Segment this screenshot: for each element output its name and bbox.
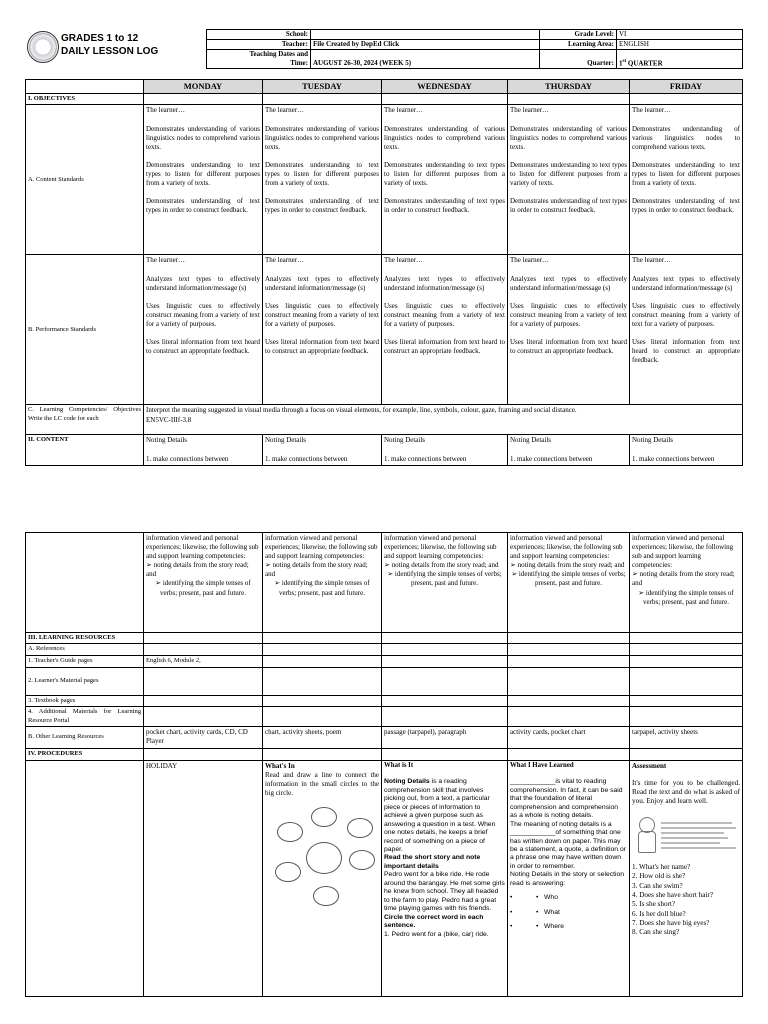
- other-resources-thursday: activity cards, pocket chart: [508, 727, 630, 749]
- bullet-icon: •: [536, 894, 539, 902]
- big-circle: [306, 842, 342, 874]
- section-learning-resources: III. LEARNING RESOURCES: [26, 633, 144, 644]
- content-topic-wednesday: Noting Details 1. make connections between: [382, 435, 508, 465]
- content-continued-tuesday: information viewed and personal experiences; likewise, the following sub and support learning competencies: ➢ noting details from the story read; and ➢ identifying the simple tenses of verbs; present, past and future.: [263, 533, 382, 633]
- other-resources-monday: pocket chart, activity cards, CD, CD Player: [144, 727, 263, 749]
- procedure-wednesday: What is It Noting Details is a reading comprehension skill that involves picking out, from a text, a particular piece or pieces of information to achieve a given purpose such as answering a question in a test. When one notes details, he keeps a brief record of something on a piece of paper. Read the short story and note important details Pedro went for a bike ride. He rode around the barangay. He met some girls he knew from school. They all headed to the farm to play. Pedro had a great time playing games with his friends. Circle the correct word in each sentence. 1. Pedro went for a (bike, car) ride.: [382, 760, 508, 996]
- header-title: GRADES 1 to 12 DAILY LESSON LOG: [61, 33, 159, 57]
- dates-label: Teaching Dates and Time:: [207, 50, 311, 69]
- bullet-icon: •: [510, 908, 513, 916]
- small-circle-right: [349, 850, 375, 870]
- day-header-friday: FRIDAY: [630, 80, 743, 94]
- small-circle-top-left: [277, 822, 303, 842]
- header-meta-table: [206, 29, 743, 69]
- performance-standards-friday: The learner… Analyzes text types to effectively understand information/message (s) Uses linguistic cues to effectively construct meaning from a variety of text for a variety of purposes. Uses literal information from text heard to construct an appropriate feedback.: [630, 255, 743, 405]
- performance-standards-thursday: The learner… Analyzes text types to effectively understand information/message (s) Uses linguistic cues to effectively construct meaning from a variety of text for a variety of purposes. Uses literal information from text heard to construct an appropriate feedback.: [508, 255, 630, 405]
- school-label: School:: [207, 30, 311, 40]
- teachers-guide-monday: English 6, Module 2,: [144, 655, 263, 667]
- small-circle-left: [275, 862, 301, 882]
- performance-standards-monday: The learner… Analyzes text types to effectively understand information/message (s) Uses linguistic cues to effectively construct meaning from a variety of text for a variety of purposes. Uses literal information from text heard to construct an appropriate feedback.: [144, 255, 263, 405]
- content-continued-thursday: information viewed and personal experiences; likewise, the following sub and support learning competencies: ➢ noting details from the story read; and ➢ identifying the simple tenses of verbs; present, past and future.: [508, 533, 630, 633]
- textbook-label: 3. Textbook pages: [26, 695, 144, 706]
- day-header-thursday: THURSDAY: [508, 80, 630, 94]
- lesson-table-page-1: [25, 79, 743, 466]
- learning-competencies-label: C. Learning Competencies/ Objectives Write the LC code for each: [26, 405, 144, 435]
- quarter-label: Quarter:: [540, 50, 617, 69]
- performance-standards-wednesday: The learner… Analyzes text types to effectively understand information/message (s) Uses linguistic cues to effectively construct meaning from a variety of text for a variety of purposes. Uses literal information from text heard to construct an appropriate feedback.: [382, 255, 508, 405]
- bullet-icon: •: [536, 908, 539, 916]
- section-content: II. CONTENT: [26, 435, 144, 465]
- teachers-guide-label: 1. Teacher's Guide pages: [26, 655, 144, 667]
- content-continued-monday: information viewed and personal experiences; likewise, the following sub and support learning competencies: ➢ noting details from the story read; and ➢ identifying the simple tenses of verbs; present, past and future.: [144, 533, 263, 633]
- content-standards-tuesday: The learner… Demonstrates understanding of various linguistics nodes to comprehend various texts. Demonstrates understanding to text types to listen for different purposes from a variety of texts. Demonstrates understanding of text types in order to construct feedback.: [263, 105, 382, 255]
- content-standards-friday: The learner… Demonstrates understanding of various linguistics nodes to comprehend various texts. Demonstrates understanding to text types to listen for different purposes from a variety of texts. Demonstrates understanding of text types in order to construct feedback.: [630, 105, 743, 255]
- content-standards-thursday: The learner… Demonstrates understanding of various linguistics nodes to comprehend various texts. Demonstrates understanding to text types to listen for different purposes from a variety of texts. Demonstrates understanding of text types in order to construct feedback.: [508, 105, 630, 255]
- grade-label: Grade Level:: [540, 30, 617, 40]
- content-continued-friday: information viewed and personal experiences; likewise, the following sub and support learning competencies: ➢ noting details from the story read; and ➢ identifying the simple tenses of verbs; present, past and future.: [630, 533, 743, 633]
- whats-in-text: Read and draw a line to connect the information in the small circles to the big circle.: [265, 770, 379, 797]
- small-circle-top-right: [347, 818, 373, 838]
- bullet-icon: •: [510, 923, 513, 931]
- content-standards-monday: The learner… Demonstrates understanding of various linguistics nodes to comprehend various texts. Demonstrates understanding to text types to listen for different purposes from a variety of texts. Demonstrates understanding of text types in order to construct feedback.: [144, 105, 263, 255]
- section-objectives: I. OBJECTIVES: [26, 94, 144, 105]
- learners-material-label: 2. Learner's Material pages: [26, 667, 144, 695]
- assessment-question: 2. How old is she?: [632, 872, 686, 881]
- dates-value: AUGUST 26-30, 2024 (WEEK 5): [311, 50, 540, 69]
- learning-competency-cell: Interpret the meaning suggested in visual media through a focus on visual elements, for example, line, symbols, colour, gaze, framing and social distance. EN5VC-IIIf-3.8: [144, 405, 743, 435]
- deped-seal-icon: [27, 31, 59, 63]
- content-topic-monday: Noting Details 1. make connections between: [144, 435, 263, 465]
- other-resources-friday: tarpapel, activity sheets: [630, 727, 743, 749]
- lesson-log-header: [25, 29, 742, 73]
- question-word-item: • • What: [510, 908, 560, 916]
- assessment-question: 8. Can she sing?: [632, 928, 680, 937]
- other-resources-label: B. Other Learning Resources: [26, 727, 144, 749]
- day-header-wednesday: WEDNESDAY: [382, 80, 508, 94]
- assessment-question: 3. Can she swim?: [632, 881, 683, 890]
- references-label: A. References: [26, 644, 144, 655]
- performance-standards-label: B. Performance Standards: [26, 255, 144, 405]
- girl-illustration-icon: [634, 817, 658, 857]
- grade-value: VI: [617, 30, 743, 40]
- additional-materials-label: 4. Additional Materials for Learning Resource Portal: [26, 707, 144, 727]
- assessment-question: 7. Does she have big eyes?: [632, 918, 710, 927]
- small-circle-bottom: [313, 886, 339, 906]
- assessment-question: 4. Does she have short hair?: [632, 890, 714, 899]
- assessment-question: 1. What's her name?: [632, 862, 691, 871]
- procedure-thursday: What I Have Learned ____________is vital to reading comprehension. In fact, it can be said that the foundation of literal comprehension and comprehension as a whole is noting details. The meaning of noting details is a ____________of something that one has written down on paper. This may be a statement, a quote, a definition or a phrase one may have written down in order to remember. Noting Details in the story or selection read is answering: • • Who • • What • • Where: [508, 760, 630, 996]
- content-standards-label: A. Content Standards: [26, 105, 144, 255]
- procedure-tuesday: [263, 760, 382, 996]
- area-label: Learning Area:: [540, 40, 617, 50]
- content-standards-wednesday: The learner… Demonstrates understanding of various linguistics nodes to comprehend various texts. Demonstrates understanding to text types to listen for different purposes from a variety of texts. Demonstrates understanding of text types in order to construct feedback.: [382, 105, 508, 255]
- other-resources-tuesday: chart, activity sheets, poem: [263, 727, 382, 749]
- small-circle-top: [311, 807, 337, 827]
- content-continued-wednesday: information viewed and personal experiences; likewise, the following sub and support learning competencies: ➢ noting details from the story read; and ➢ identifying the simple tenses of verbs; present, past and future.: [382, 533, 508, 633]
- performance-standards-tuesday: The learner… Analyzes text types to effectively understand information/message (s) Uses linguistic cues to effectively construct meaning from a variety of text for a variety of purposes. Uses literal information from text heard to construct an appropriate feedback.: [263, 255, 382, 405]
- section-procedures: IV. PROCEDURES: [26, 749, 144, 760]
- area-value: ENGLISH: [617, 40, 743, 50]
- bullet-icon: •: [510, 894, 513, 902]
- content-topic-friday: Noting Details 1. make connections between: [630, 435, 743, 465]
- teacher-label: Teacher:: [207, 40, 311, 50]
- lesson-table-page-2: [25, 532, 743, 997]
- question-word-list: [510, 894, 627, 931]
- quarter-value: 1st QUARTER: [617, 50, 743, 69]
- concept-map-diagram: [265, 804, 379, 914]
- teacher-value: File Created by DepEd Click: [311, 40, 540, 50]
- procedure-friday: Assessment It's time for you to be challenged. Read the text and do what is asked of you. Enjoy and learn well. 1. What's her name? 2. How old is she? 3. Can she swim? 4. Does she have short hair? 5. Is she short? 6. Is her doll blue? 7. Does she have big eyes? 8. Can she sing?: [630, 760, 743, 996]
- assessment-questions: [632, 863, 740, 938]
- school-value: [311, 30, 540, 40]
- content-topic-tuesday: Noting Details 1. make connections between: [263, 435, 382, 465]
- question-word-item: • • Who: [510, 894, 558, 902]
- whats-in-title: What's In: [265, 761, 295, 770]
- procedure-monday: HOLIDAY: [144, 760, 263, 996]
- content-topic-thursday: Noting Details 1. make connections between: [508, 435, 630, 465]
- bullet-icon: •: [536, 923, 539, 931]
- assessment-question: 5. Is she short?: [632, 900, 676, 909]
- day-header-monday: MONDAY: [144, 80, 263, 94]
- question-word-item: • • Where: [510, 923, 565, 931]
- other-resources-wednesday: passage (tarpapel), paragraph: [382, 727, 508, 749]
- day-header-tuesday: TUESDAY: [263, 80, 382, 94]
- assessment-question: 6. Is her doll blue?: [632, 909, 686, 918]
- reading-text-lines: [661, 817, 740, 857]
- assessment-reading-image: [634, 817, 740, 857]
